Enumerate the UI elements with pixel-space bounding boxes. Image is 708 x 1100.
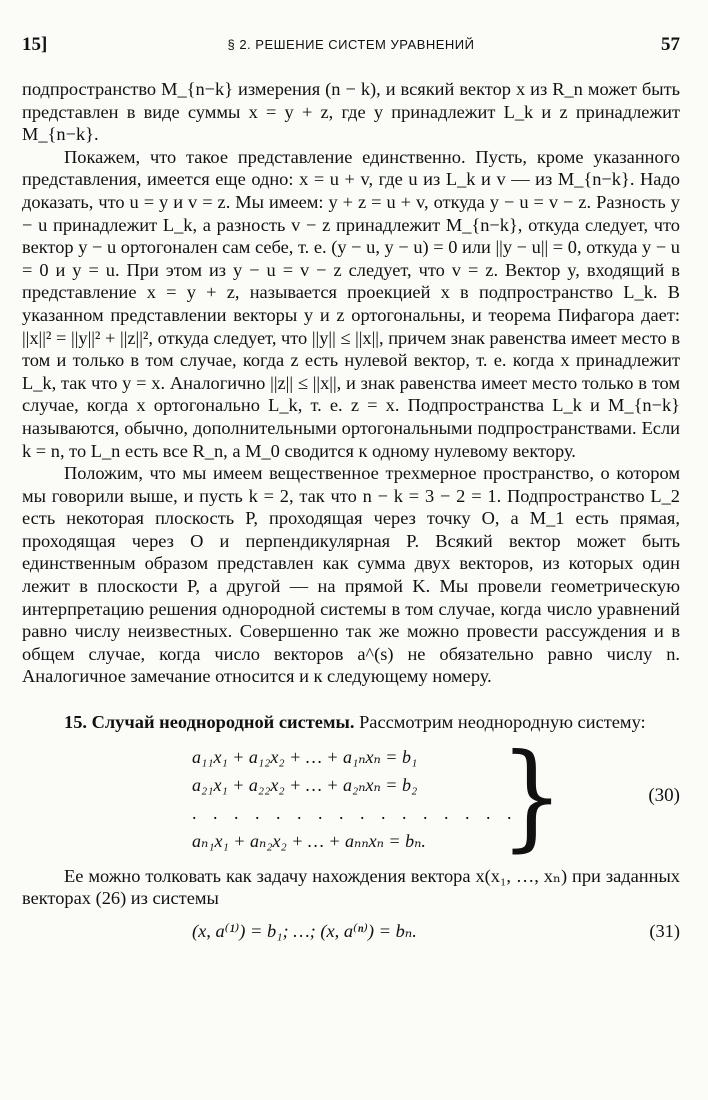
- page-number: 57: [661, 34, 680, 55]
- equation-number-31: (31): [649, 920, 680, 941]
- equation-row-dots: . . . . . . . . . . . . . . . .: [192, 802, 518, 823]
- equation-row: a₁₁x₁ + a₁₂x₂ + … + a₁ₙxₙ = b₁: [192, 746, 418, 767]
- section-label: 15]: [22, 34, 48, 55]
- equation-row: aₙ₁x₁ + aₙ₂x₂ + … + aₙₙxₙ = bₙ.: [192, 830, 426, 851]
- right-brace: }: [500, 728, 564, 863]
- page-header: [22, 34, 680, 60]
- section-heading: 15. Случай неоднородной системы.: [64, 712, 355, 733]
- equation-31-formula: (x, a⁽¹⁾) = b₁; …; (x, a⁽ⁿ⁾) = bₙ.: [192, 920, 417, 941]
- section-15: [22, 711, 680, 734]
- running-head: § 2. РЕШЕНИЕ СИСТЕМ УРАВНЕНИЙ: [227, 37, 475, 52]
- equation-row: a₂₁x₁ + a₂₂x₂ + … + a₂ₙxₙ = b₂: [192, 774, 418, 795]
- equation-number-30: (30): [648, 784, 680, 806]
- after-system-text: Ее можно толковать как задачу нахождения вектора x(x₁, …, xₙ) при заданных векторах (26) из системы: [22, 865, 680, 909]
- system-equations: [192, 743, 518, 855]
- paragraph-1: подпространство M_{n−k} измерения (n − k), и всякий вектор x из R_n может быть представлен в виде суммы x = y + z, где y принадлежит L_k и z принадлежит M_{n−k}.: [22, 79, 680, 145]
- equation-system-30: [22, 728, 680, 863]
- page-body: [22, 78, 680, 950]
- equation-31: [22, 920, 680, 950]
- paragraph-3: Положим, что мы имеем вещественное трехмерное пространство, о котором мы говорили выше, и пусть k = 2, так что n − k = 3 − 2 = 1. Подпространство L_2 есть некоторая плоскость P, проходящая через точку O, а M_1 есть прямая, проходящая через O и перпендикулярная P. Всякий вектор может быть единственным образом представлен как сумма двух векторов, из которых один лежит в плоскости P, а другой — на прямой K. Мы провели геометрическую интерпретацию решения однородной системы в том случае, когда число уравнений равно числу неизвестных. Совершенно так же можно провести рассуждения и в общем случае, когда число векторов a^(s) не обязательно равно числу n. Аналогичное замечание относится и к следующему номеру.: [22, 463, 680, 687]
- section-intro: Рассмотрим неоднородную систему:: [359, 712, 646, 733]
- paragraph-2: Покажем, что такое представление единственно. Пусть, кроме указанного представления, имеется еще одно: x = u + v, где u из L_k и v — из M_{n−k}. Надо доказать, что u = y и v = z. Мы имеем: y + z = u + v, откуда y − u = v − z. Разность y − u принадлежит L_k, а разность v − z принадлежит M_{n−k}, откуда следует, что вектор y − u ортогонален сам себе, т. е. (y − u, y − u) = 0 или ||y − u|| = 0, откуда y − u = 0 и y = u. При этом из y − u = v − z следует, что v = z. Вектор y, входящий в представление x = y + z, называется проекцией x в подпространство L_k. В указанном представлении векторы y и z ортогональны, и теорема Пифагора дает: ||x||² = ||y||² + ||z||², откуда следует, что ||y|| ≤ ||x||, причем знак равенства имеет место в том и только в том случае, когда z есть нулевой вектор, т. е. когда x принадлежит L_k, так что y = x. Аналогично ||z|| ≤ ||x||, и знак равенства имеет место только в том случае, когда x ортогонально L_k, т. е. z = x. Подпространства L_k и M_{n−k} называются, обычно, дополнительными ортогональными подпространствами. Если k = n, то L_n есть все R_n, а M_0 сводится к одному нулевому вектору.: [22, 146, 680, 461]
